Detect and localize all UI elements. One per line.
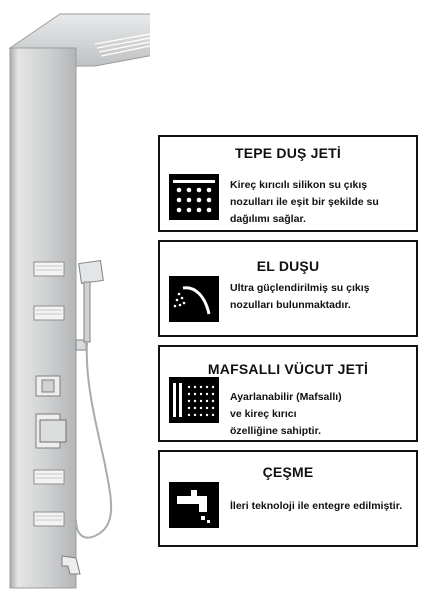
feature-description: Kireç kırıcılı silikon su çıkış nozulları ile eşit bir şekilde su dağılımı sağlar.: [230, 179, 379, 225]
feature-card-body-jet: [158, 345, 418, 442]
rain-shower-grid-icon: [169, 174, 219, 220]
feature-card-rain-shower: [158, 135, 418, 232]
feature-description: Ayarlanabilir (Mafsallı) ve kireç kırıcı özelliğine sahiptir.: [230, 391, 342, 437]
feature-description: İleri teknoloji ile entegre edilmiştir.: [230, 500, 403, 512]
feature-title: MAFSALLI VÜCUT JETİ: [207, 361, 369, 377]
spout-icon: [169, 482, 219, 528]
feature-title: EL DUŞU: [256, 258, 320, 274]
body-jet-icon: [169, 377, 219, 423]
shower-panel-illustration: [0, 0, 150, 600]
feature-title: TEPE DUŞ JETİ: [234, 145, 342, 161]
feature-description: Ultra güçlendirilmiş su çıkış nozulları bulunmaktadır.: [230, 282, 370, 311]
hand-shower-icon: [169, 276, 219, 322]
feature-card-spout: [158, 450, 418, 547]
feature-title: ÇEŞME: [262, 464, 314, 480]
feature-card-hand-shower: [158, 240, 418, 337]
